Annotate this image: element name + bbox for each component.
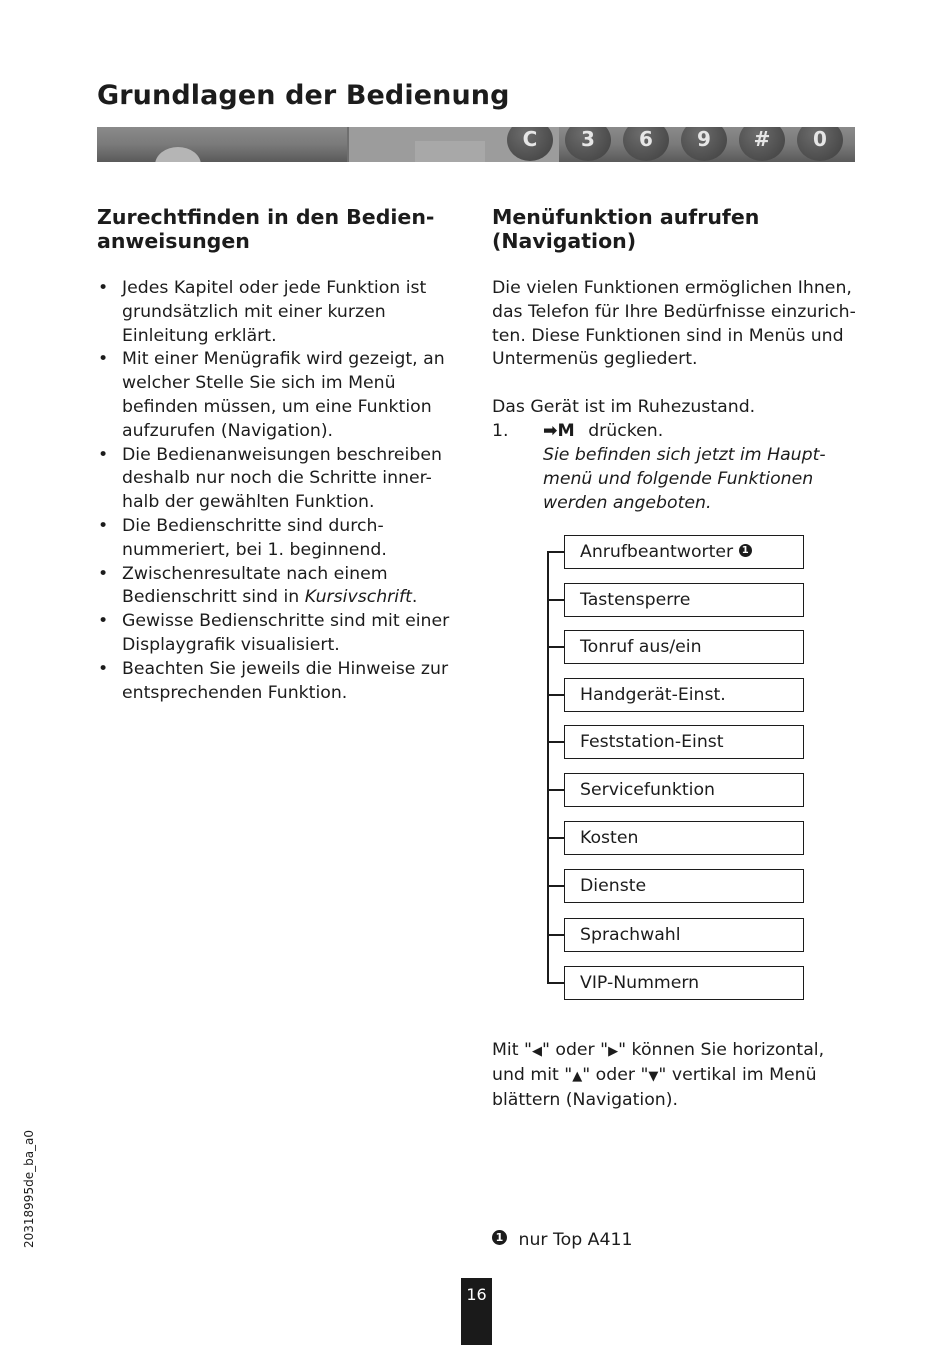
list-item-line: Jedes Kapitel oder jede Funktion ist [122, 278, 427, 298]
phone-display-detail [415, 141, 485, 162]
menu-item-handgeraet: Handgerät-Einst. [564, 678, 804, 712]
paragraph-line: Untermenüs gegliedert. [492, 349, 698, 370]
menu-tree-tick [547, 885, 565, 887]
list-item-line: Einleitung erklärt. [122, 325, 277, 346]
nav-text: " können Sie horizontal, [618, 1040, 825, 1060]
key-9: 9 [681, 127, 727, 161]
list-item-line: grundsätzlich mit einer kurzen [122, 301, 386, 322]
menu-tree-tick [547, 982, 565, 984]
bullet-glyph: • [98, 444, 109, 465]
list-item-text: . [411, 587, 418, 608]
step-number: 1. [492, 421, 509, 441]
bullet-glyph: • [98, 563, 109, 584]
key-c: C [507, 127, 553, 161]
footnote [492, 1229, 632, 1253]
nav-text: und mit " [492, 1064, 573, 1085]
navigation-paragraph [492, 1039, 824, 1112]
arrow-left-icon: ◀ [531, 1044, 542, 1059]
key-3: 3 [565, 127, 611, 161]
arrow-down-icon: ▼ [648, 1068, 659, 1084]
intro-paragraph [492, 277, 856, 372]
instruction-list [97, 277, 467, 705]
list-item-line: Zwischenresultate nach einem [122, 563, 388, 584]
nav-text: Mit " [492, 1040, 532, 1060]
key-0: 0 [797, 127, 843, 161]
list-item-line: Beachten Sie jeweils die Hinweise zur [122, 658, 449, 679]
menu-item-tonruf: Tonruf aus/ein [564, 630, 804, 664]
menu-item-sprachwahl: Sprachwahl [564, 918, 804, 952]
idle-state-text: Das Gerät ist im Ruhezustand. [492, 397, 756, 417]
paragraph-line: ten. Diese Funktionen sind in Menüs und [492, 325, 844, 346]
menu-item-vip-nummern: VIP-Nummern [564, 966, 804, 1000]
list-item [97, 444, 467, 515]
right-heading-line2: (Navigation) [492, 229, 637, 253]
result-line: Sie befinden sich jetzt im Haupt- [543, 445, 826, 465]
paragraph-line: das Telefon für Ihre Bedürfnisse einzurich- [492, 301, 856, 322]
left-heading [97, 205, 434, 253]
menu-item-feststation: Feststation-Einst [564, 725, 804, 759]
list-item-line: befinden müssen, um eine Funktion [122, 396, 432, 417]
list-item-line [122, 586, 467, 610]
menu-item-servicefunktion: Servicefunktion [564, 773, 804, 807]
footnote-marker-icon: 1 [739, 544, 752, 557]
list-item-line: Mit einer Menügrafik wird gezeigt, an [122, 349, 445, 370]
bullet-glyph: • [98, 278, 109, 298]
menu-tree-connector [547, 552, 549, 984]
list-item-line: aufzurufen (Navigation). [122, 420, 334, 441]
menu-item-anrufbeantworter [564, 535, 804, 569]
left-heading-line2: anweisungen [97, 229, 250, 253]
arrow-right-icon: ▶ [608, 1044, 619, 1059]
nav-text: " vertikal im Menü [658, 1064, 817, 1085]
bullet-glyph: • [98, 349, 109, 370]
list-item-line: Displaygrafik visualisiert. [122, 634, 340, 655]
list-item-line: halb der gewählten Funktion. [122, 492, 375, 513]
list-item-text: Bedienschritt sind in [122, 587, 305, 608]
list-item [97, 658, 467, 706]
menu-item-dienste: Dienste [564, 869, 804, 903]
result-line: werden angeboten. [543, 492, 712, 513]
paragraph-line: Die vielen Funktionen ermöglichen Ihnen, [492, 278, 852, 298]
menu-key-icon: ➡M [543, 421, 575, 441]
list-item-line: Die Bedienanweisungen beschreiben [122, 444, 442, 465]
step-1-instruction [543, 420, 663, 444]
step-1 [492, 420, 509, 444]
menu-tree-tick [547, 789, 565, 791]
footnote-marker-icon: 1 [492, 1230, 507, 1245]
nav-text: " oder " [541, 1040, 609, 1060]
menu-item-kosten: Kosten [564, 821, 804, 855]
list-item [97, 515, 467, 563]
menu-item-label: Anrufbeantworter [580, 542, 734, 562]
step-result [543, 444, 826, 515]
footnote-text: nur Top A411 [518, 1230, 633, 1250]
menu-tree-tick [547, 551, 565, 553]
list-item-line: Gewisse Bedienschritte sind mit einer [122, 611, 450, 632]
menu-tree-tick [547, 934, 565, 936]
list-item [97, 563, 467, 611]
list-item [97, 277, 467, 348]
paragraph-line [492, 1039, 824, 1064]
key-6: 6 [623, 127, 669, 161]
menu-tree-tick [547, 599, 565, 601]
right-heading [492, 205, 759, 253]
list-item-line: nummeriert, bei 1. beginnend. [122, 539, 387, 560]
page-title: Grundlagen der Bedienung [97, 80, 510, 111]
bullet-glyph: • [98, 515, 109, 536]
nav-text: " oder " [582, 1064, 649, 1085]
list-item-line: deshalb nur noch die Schritte inner- [122, 468, 432, 489]
list-item-line: Die Bedienschritte sind durch- [122, 515, 384, 536]
menu-tree-tick [547, 741, 565, 743]
arrow-up-icon: ▲ [572, 1068, 583, 1084]
bullet-glyph: • [98, 611, 109, 632]
menu-tree-tick [547, 694, 565, 696]
list-item [97, 348, 467, 443]
page-number: 16 [461, 1278, 492, 1345]
menu-tree-tick [547, 837, 565, 839]
key-hash: # [739, 127, 785, 161]
right-heading-line1: Menüfunktion aufrufen [492, 205, 760, 229]
left-heading-line1: Zurechtfinden in den Bedien- [97, 205, 435, 229]
phone-button-image [155, 147, 201, 162]
italic-example: Kursivschrift [304, 587, 412, 608]
phone-keypad-banner [97, 127, 855, 162]
list-item-line: welcher Stelle Sie sich im Menü [122, 373, 396, 394]
list-item-line: entsprechenden Funktion. [122, 682, 348, 703]
menu-tree-tick [547, 646, 565, 648]
list-item [97, 610, 467, 658]
paragraph-line [492, 1064, 824, 1089]
document-code: 20318995de_ba_a0 [22, 1129, 36, 1248]
paragraph-line: blättern (Navigation). [492, 1089, 678, 1110]
menu-item-tastensperre: Tastensperre [564, 583, 804, 617]
step-action: drücken. [588, 421, 664, 441]
bullet-glyph: • [98, 658, 109, 679]
result-line: menü und folgende Funktionen [543, 468, 814, 489]
